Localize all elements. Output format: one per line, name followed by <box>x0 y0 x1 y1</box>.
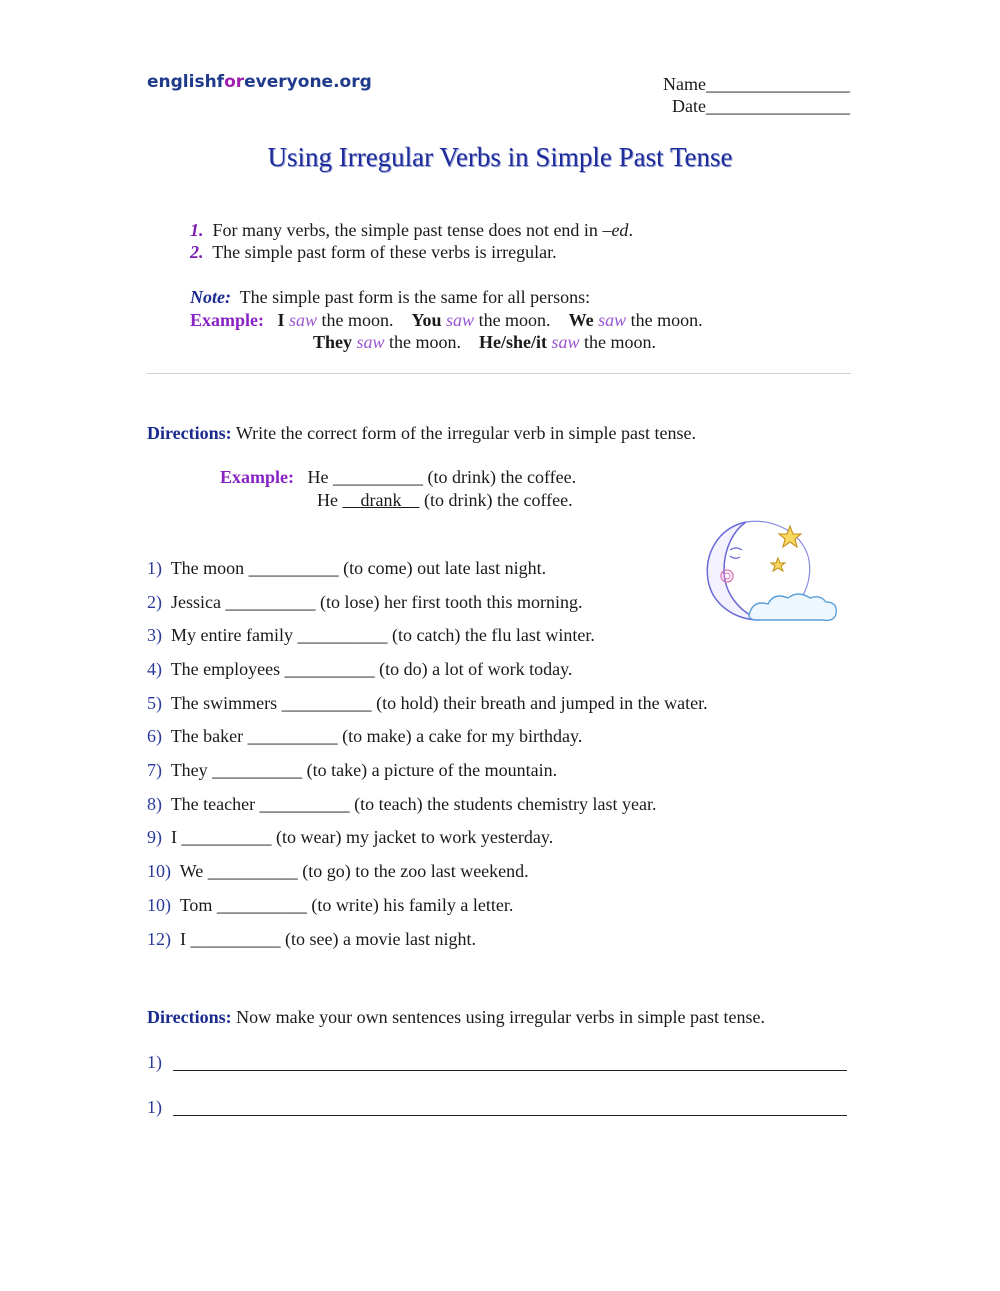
rule-2: 2. The simple past form of these verbs is irregular. <box>190 242 557 262</box>
sentence-answer-line[interactable] <box>173 1115 847 1116</box>
example-line-1: Example: He __________ (to drink) the coffee. <box>220 467 577 487</box>
exercise-item: 2) Jessica __________ (to lose) her first tooth this morning. <box>147 592 583 612</box>
exercise-item: 9) I __________ (to wear) my jacket to work yesterday. <box>147 827 554 847</box>
page-title: Using Irregular Verbs in Simple Past Tense <box>267 142 733 172</box>
sentence-answer-line[interactable] <box>173 1070 847 1071</box>
note-example-line-2: They saw the moon. He/she/it saw the moon. <box>313 332 657 352</box>
exercise-item: 5) The swimmers __________ (to hold) their breath and jumped in the water. <box>147 693 708 713</box>
directions-1: Directions: Write the correct form of the irregular verb in simple past tense. <box>147 423 696 443</box>
exercise-item: 7) They __________ (to take) a picture of the mountain. <box>147 760 558 780</box>
sentence-line-number: 1) <box>147 1097 162 1117</box>
date-field: Date________________ <box>672 96 850 116</box>
note-line: Note: The simple past form is the same for all persons: <box>190 287 591 307</box>
sentence-line-number: 1) <box>147 1052 162 1072</box>
example-line-2: He drank (to drink) the coffee. <box>317 490 573 510</box>
exercise-item: 10) Tom __________ (to write) his family a letter. <box>147 895 514 915</box>
exercise-item: 8) The teacher __________ (to teach) the students chemistry last year. <box>147 794 657 814</box>
exercise-item: 1) The moon __________ (to come) out late last night. <box>147 558 547 578</box>
exercise-item: 10) We __________ (to go) to the zoo last weekend. <box>147 861 529 881</box>
exercise-item: 12) I __________ (to see) a movie last night. <box>147 929 476 949</box>
directions-2: Directions: Now make your own sentences using irregular verbs in simple past tense. <box>147 1007 766 1027</box>
exercise-item: 4) The employees __________ (to do) a lot of work today. <box>147 659 573 679</box>
example-answer: drank <box>342 490 420 510</box>
note-example-line-1: Example: I saw the moon. You saw the moon. We saw the moon. <box>190 310 703 330</box>
moon-cloud-stars-icon <box>700 516 855 628</box>
rule-1: 1. For many verbs, the simple past tense does not end in –ed. <box>190 220 633 240</box>
name-field: Name________________ <box>663 74 850 94</box>
section-divider <box>147 373 851 374</box>
exercise-item: 6) The baker __________ (to make) a cake for my birthday. <box>147 726 583 746</box>
site-logo: englishforeveryone.org <box>147 72 372 92</box>
exercise-item: 3) My entire family __________ (to catch) the flu last winter. <box>147 625 595 645</box>
